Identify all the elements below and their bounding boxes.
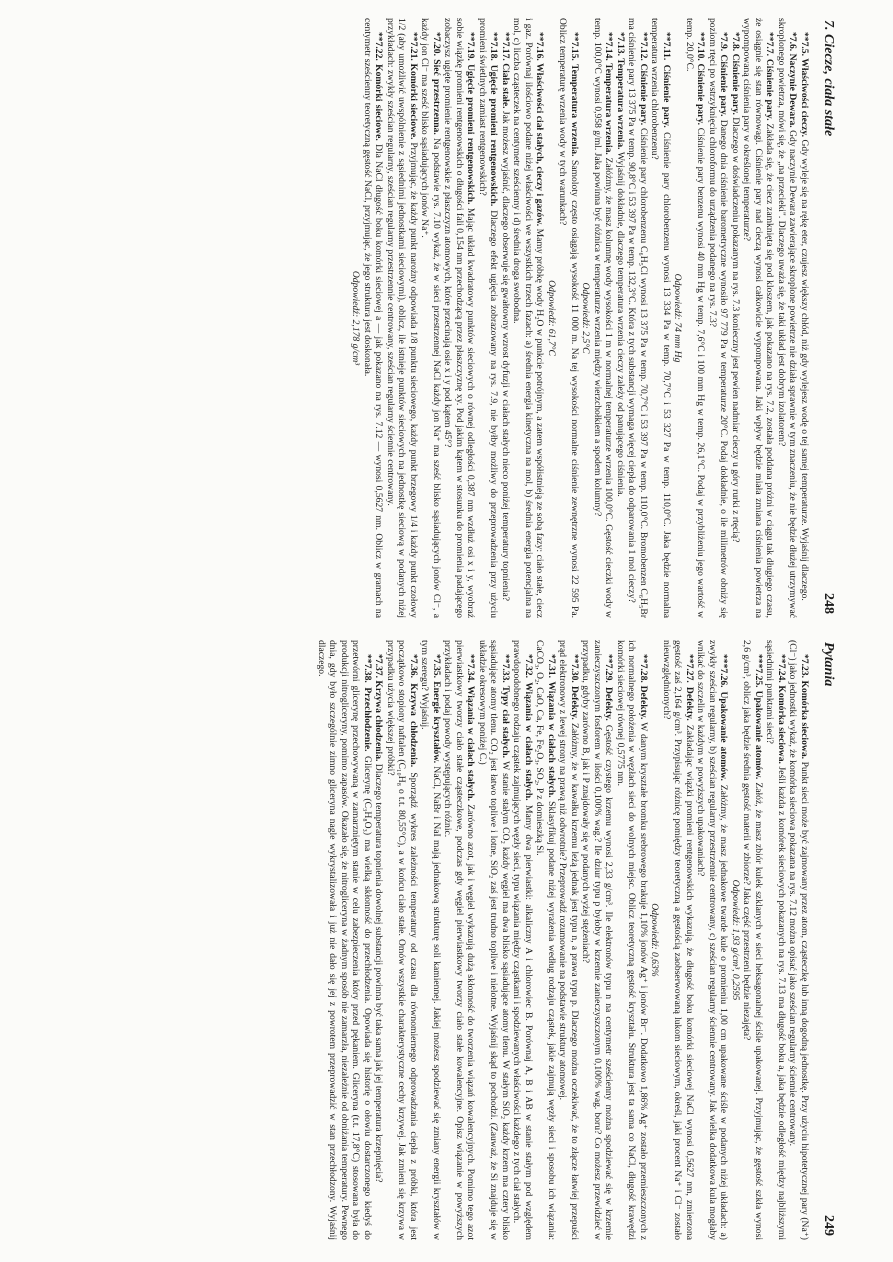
problem-title: Właściwości ciał stałych, cieczy i gazów.	[534, 63, 546, 229]
page-249	[100, 640, 836, 1240]
problem-number: *7.32.	[523, 654, 534, 683]
problem-text: Sklasyfikuj podane niżej wyrażenia według rodzaju cząstek, jakie zajmują węzły sieci i sposobu ich wiązania: CaCO₃, O₂, CaO, Ca, Fe, Fe₂O₃, SO₂, P z domieszką Si.	[534, 640, 557, 1240]
problem-title: Energie kryształów.	[431, 681, 442, 767]
problem	[776, 18, 799, 618]
problem-number: ***7.26.	[718, 654, 730, 692]
problem-title: Ciała stałe.	[500, 63, 511, 111]
problem-number: *7.13.	[615, 32, 626, 59]
problem	[684, 18, 707, 618]
problem-number: *7.8.	[730, 32, 741, 54]
problem-text: Zarówno azot, jak i węgiel wykazują dużą skłonność do tworzenia wiązań kowalencyjnych. Pomimo tego azot pierwiastkowy tworzy ciało stałe cząsteczkowe, podczas gdy węgiel pierwiastkowy tworzy ciało stałe kowalencyjne. Opisz wiązanie w powyższych przykładach i podaj powody występujących różnic.	[442, 640, 477, 1240]
problem	[442, 640, 477, 1240]
problem	[500, 18, 512, 618]
problem-title: Temperatura wrzenia.	[603, 63, 615, 158]
answer: Odpowiedź: 2,178 g/cm³	[350, 270, 362, 366]
problem-text: Gęstość czystego krzemu wynosi 2,33 g/cm³. Ile elektronów typu n na centymetr sześcienny można spodziewać się w krzemie zanieczyszczonym fosforem w ilości 0,100% wag.? Ile dziur typu p byłoby w krzemie zanieczyszczonym 0,100% wag. boru? Co możesz przewidzieć w przypadku, gdyby zarówno B, jak i P znajdowały się w podanych wyżej stężeniach?	[580, 640, 615, 1240]
problem-text: W stanie stałym CO₂ każdy węgiel ma dwa blisko sąsiadujące atomy tlenu. W stałym SiO₂ każdy krzem ma cztery blisko sąsiadujące atomy tlenu. CO₂ jest łatwo topliwe i lotne, SiO₂ zaś jest trudno topliwe i nielotne. Wyjaśnij skąd to pochodzi. (Zauważ, że Si znajduje się w układzie okresowym poniżej C.)	[477, 640, 511, 1240]
problem-text: Gdy wyleje się na rękę eter, czujesz większy chłód, niż gdy wylejesz wodę o tej samej temperaturze. Wyjaśnij dlaczego.	[799, 139, 810, 601]
problem	[419, 18, 442, 618]
problem	[511, 640, 534, 1240]
problem-text: Glicerynę (C₃H₈O₃) ma wielką skłonność do przechłodzenia. Opowiada się historię o ołowiu dostarczonego kiedyś do przetwórni glicerynę przechowywaną w zamarzniętym stanie w celu zabezpieczenia który przed pękaniem. Gliceryna (t.t. 17,8°C) stosowana była do produkcji nitrogliceryny, pomimo zapasów. Okazało się, że nitrogliceryna w żadnym sposób nie zamarzła, niezależnie od obniżania temperatury. Pewnego dnia, gdy było szczególnie zimno gliceryna nagle wykrystalizowała i już nie dało się jej z powrotem przeprowadzić w stan przechłodzony. Wyjaśnij dlaczego.	[316, 640, 373, 1240]
problem-text: Mamy dwa pierwiastki: alkaliczny A i chlorowiec B. Porównaj A, B i AB w stanie stałym pod względem prawdopodobnego rodzaju cząstek zajmujących węzły sieci, typu wiązania między cząstkami i spodziewanych właściwości każdego z tych ciał stałych.	[511, 640, 534, 1240]
answer: Odpowiedź: 74 mm Hg	[672, 273, 684, 363]
problem-number: **7.29.	[603, 654, 615, 687]
problem-text: Załóż, że masz zbiór kulek szklanych w sieci heksagonalnej ściśle upakowanej. Przyjmując, że gęstość szkła wynosi 2,6 g/cm³, oblicz jaka będzie średnia gęstość materii w zbiorze? Jaka część przestrzeni będzie niezajęta?	[741, 640, 764, 1240]
problem-title: Sieć przestrzenna.	[431, 59, 442, 139]
problem-number: **7.10.	[695, 32, 707, 64]
problem-title: Defekty.	[684, 686, 695, 725]
problem-title: Temperatura wrzenia.	[615, 58, 626, 152]
problem-title: Wiązania w ciałach stałych.	[465, 685, 477, 805]
problem-title: Właściwości cieczy.	[799, 58, 810, 140]
problem-number: **7.19.	[465, 32, 477, 65]
running-head	[814, 18, 836, 618]
problem-title: Komórki sieciowe.	[408, 63, 419, 143]
problem-title: Krzywa chłodzenia.	[373, 680, 385, 764]
problem	[511, 18, 546, 618]
page-number: 248	[821, 593, 836, 614]
problem-number: *7.31.	[546, 654, 557, 682]
problem-text: Mamy próbkę wody H₂O w punkcie potrójnym, a zatem współistnieją ze sobą fazy: ciało stałe, ciecz i gaz. Porównaj ilościowo podane niżej właściwości we wszystkich trzech fazach: a) średnia energia kinetyczna na mol, b) średnia energia potencjalna na mol, c) liczba cząsteczek na centymetr sześcienny i d) średnia droga swobodna.	[511, 18, 546, 618]
problem-title: Upakowanie atomów.	[753, 690, 764, 783]
problem-number: **7.33.	[500, 654, 511, 686]
problem	[661, 640, 696, 1240]
problem	[580, 640, 615, 1240]
problem-title: Ciśnienie pary.	[764, 58, 776, 124]
problem-text: Punkt sieci może być zajmowany przez atom, cząsteczkę lub inną dogodną jednostkę. Przy użyciu hipotetycznej pary (Na⁺)(Cl⁻) jako jednostki wykaż, że komórka sieciowa pokazana na rys. 7.12 można opisać jako sześcian regularny ściennie centrowany.	[787, 640, 810, 1240]
problem-number: *7.36.	[408, 654, 419, 684]
problem-text: Wyjaśnij dokładnie, dlaczego temperatura wrzenia cieczy zależy od panującego ciśnienia.	[615, 151, 626, 497]
problem-text: Ciśnienie pary benzenu wynosi 40 mm Hg w temp. 7,6°C i 100 mm Hg w temp. 26,1°C. Podaj w przybliżeniu jego wartość w temp. 20,0°C.	[684, 18, 707, 618]
problem	[764, 640, 787, 1240]
problem	[626, 18, 649, 618]
problem	[477, 18, 500, 618]
problem-number: **7.11.	[661, 32, 672, 65]
problem-number: **7.14.	[603, 32, 615, 64]
problem	[741, 640, 764, 1240]
problem-title: Komórka sieciowa.	[799, 680, 810, 762]
problem	[615, 18, 627, 618]
problem-title: Wiązania w ciałach stałych.	[546, 681, 557, 802]
problem-title: Upakowanie atomów.	[718, 691, 730, 785]
problem-title: Naczynie Dewara.	[787, 53, 799, 131]
problem	[385, 640, 420, 1240]
problem-text: Zakłada się, że ciecz zamknięta się pod kloszem, jak pokazano na rys. 7.2, została poddana próżni w ciągu tak długiego czasu, że osiągnie się stan równowagi. Ciśnienie pary nad cieczą wynosi całkowicie wypompowana. Jaki wpływ będzie miała zmiana ciśnienia powietrza na wypompowaną ciśnienia pary w określonej temperaturze?	[741, 18, 776, 618]
section-title: Pytania	[821, 642, 836, 687]
problem-title: Krzywa chłodzenia.	[408, 683, 419, 773]
problem-title: Defekty.	[638, 685, 649, 723]
problem	[787, 640, 810, 1240]
problem	[799, 18, 811, 618]
problem-text: Dlaczego efekt ugięcia zobrazowany na rys. 7.9, nie byłby możliwy do przeprowadzenia przy użyciu promieni świetlnych zamiast rentgenowskich?	[477, 18, 500, 618]
answer: Odpowiedź: 61,7°C	[546, 280, 557, 356]
problem-title: Ugięcie promieni rentgenowskich.	[465, 64, 477, 208]
problem-text: Przyjmując, że każdy punkt narożny odpowiada 1/8 punktu sieciowego, każdy punkt brzegowy 1/4 i każdy punkt czołowy 1/2 (aby umożliwić uwspólnienie z sąsiednimi jednostkami sieciowymi), oblicz, ile istnieje punktów sieciowych na jednostkę sieciową w podanych niżej przykładach: zwykły sześcian regularny, sześcian regularny przestrzennie centrowany, sześcian regularny ściennie centrowany.	[385, 18, 419, 618]
problem	[741, 18, 776, 618]
problem-title: Ciśnienie pary.	[695, 63, 707, 128]
problem	[373, 640, 385, 1240]
problem-text: Ciśnienie pary chlorobenzenu wynosi 13 334 Pa w temp. 70,7°C i 53 327 Pa w temp. 110,0°C. Jaka będzie normalna temperatura wrzenia chlorobenzenu?	[649, 18, 672, 618]
problem-number: *7.9.	[718, 32, 730, 55]
problem-number: *7.23.	[799, 654, 810, 681]
problem	[615, 640, 650, 1240]
problem-title: Ciśnienie pary.	[638, 63, 649, 128]
problem-text: Zakładając wiązki promieni rentgenowskich wykazują, że długość boku komórki sieciowej NaCl wynosi 0,5627 nm, zmierzona gęstość zaś 2,164 g/cm³. Przypisując różnicę pomiędzy teoretyczną a gęstością zaobserwowaną lukom sieciowym, określ, jaki procent Na⁺ i Cl⁻ zostało nieuwzględnionych?	[661, 640, 695, 1240]
problem	[695, 640, 730, 1240]
problem-text: Samoloty często osiągają wysokość 11 000 m. Na tej wysokości normalne ciśnienie zewnętrzne wynosi 22 595 Pa. Oblicz temperaturę wrzenia wody w tych warunkach?	[557, 18, 580, 618]
problem-text: Załóżmy, że masz kolumnę wody wysokości 1 m w normalnej temperaturze wrzenia 100,0°C. Gęstość cieczki wody w temp. 100,0°C wynosi 0,958 g/ml. Jaka powinna być różnica w temperaturze wrzenia między wierzchołkiem a spodem kolumny?	[592, 18, 615, 618]
problem-text: Sporządź wykres zależności temperatury od czasu dla równomiernego odprowadzania ciepła z próbki, która jest początkowo stopiony naftalen (C₁₀H₈ o t.t. 80,55°C), a w końcu ciało stałe. Omów wszystkie charakterystyczne cechy krzywej. Jak zmieni się krzywa w przypadku użycia większej próbki?	[385, 640, 419, 1240]
problem-text: Danego dnia ciśnienie barometryczne wynosiło 97 779 Pa w temperaturze 20°C. Podaj dokładnie, o ile milimetrów obniży się poziom rtęci po wstrzyknięciu chloroformu do urządzenia podanego na rys. 7.3?	[707, 18, 730, 618]
problem-number: **7.27.	[684, 654, 695, 687]
problem	[557, 640, 580, 1240]
problem-title: Wiązania w ciałach stałych.	[523, 682, 534, 805]
problem	[477, 640, 512, 1240]
problem	[534, 640, 557, 1240]
problem-number: **7.7.	[764, 32, 776, 59]
problem	[730, 18, 742, 618]
problem-title: Przechłodzenie.	[362, 687, 373, 757]
answer: Odpowiedź: 0,63%	[649, 903, 661, 977]
problem-number: **7.12.	[638, 32, 649, 64]
problem-number: **7.34.	[465, 654, 477, 686]
problem-text: Dlaczego w doświadczeniu pokazanym na rys. 7.3 konieczny jest pewien nadmiar cieczy u góry rurki z rtęcią?	[730, 117, 741, 543]
problem-text: W danym kryształe bromku srebrowego brakuje 1,10% jonów Ag⁺ i jonów Br⁻. Dodatkowo 1,86% Ag⁺ zostało przemieszczonych z ich normalnego położenia w węzłach sieci do wolnych miejsc. Oblicz teoretyczną gęstość kryształu. Struktura jest ta sama co NaCl, długość krawędzi komórki sieciowej równej 0,5775 nm.	[615, 640, 649, 1240]
problem-number: *7.37.	[373, 654, 385, 681]
problem-title: Ciśnienie pary.	[661, 64, 672, 133]
problem	[557, 18, 580, 618]
problem-number: **7.28.	[638, 654, 649, 686]
problem	[316, 640, 374, 1240]
problem-number: **7.38.	[362, 654, 373, 688]
problem-number: ***7.25.	[753, 654, 764, 691]
problem-list	[316, 640, 811, 1240]
problem-title: Defekty.	[569, 685, 580, 723]
problem-number: *7.6.	[787, 32, 799, 54]
problem-number: **7.22.	[373, 32, 385, 65]
problem-text: Dlaczego temperatura topnienia dowolnej substancji powinna być taka sama jak jej temperatura krzepnięcia?	[373, 763, 385, 1183]
problem-title: Typy ciał stałych.	[500, 685, 511, 762]
problem	[362, 18, 385, 618]
problem-text: Jak możesz wyjaśnić, dlaczego obserwuje się gwałtowny wzrost dyfuzji w ciałach stałych nieco poniżej temperatury topnienia?	[500, 110, 511, 602]
problem-text: Dla NaCl długość boku komórki sieciowej a — jak pokazano na rys. 7.12 — wynosi 0,5627 nm. Oblicz w gramach na centymetr sześcienny teoretyczną gęstość NaCl, przyjmując, że jego struktura jest doskonała.	[362, 18, 385, 618]
chapter-title: 7. Ciecze, ciała stałe	[821, 20, 836, 137]
page-248	[100, 18, 836, 618]
problem-number: **7.5.	[799, 32, 810, 59]
problem-number: **7.15.	[569, 32, 580, 65]
problem-number: **7.17.	[500, 32, 511, 64]
problem-text: Mając układ kwadratowy punktów sieciowych o równej odległości 0,387 nm wzdłuż osi x i y, wyobraź sobie wiązkę promieni rentgenowskich o długości fali 0,154 nm przechodzącą przez płaszczyznę xy. Pod jakim kątem w stosunku do promienia padającego zobaczysz ugięte promienie rentgenowskie z płaszczyzn atomowych, które przecinają osie x i y pod kątem 45°?	[442, 18, 477, 618]
problem-number: **7.30.	[569, 654, 580, 686]
problem-text: Na podstawie rys. 7.10 wykaż, że w sieci przestrzennej NaCl każdy jon Na⁺ ma sześć blisko sąsiadujących jonów Cl⁻, a każdy jon Cl⁻ ma sześć blisko sąsiadujących jonów Na⁺.	[419, 18, 442, 618]
problem	[649, 18, 672, 618]
problem-title: Defekty.	[603, 686, 615, 725]
problem-title: Temperatura wrzenia.	[569, 64, 580, 160]
problem-text: Gdy naczynie Dewara zawierające skroplone powietrze nie działa sprawnie w tym znaczeniu, że nie będzie dłużej utrzymywać skroplonego powietrza, mówi się, że „na przecieki". Dlaczego uważa się, że taki układ jest dobrym izolatorem?	[776, 18, 799, 618]
problem-number: **7.18.	[488, 32, 500, 65]
problem-text: Załóżmy, że masz jednakowe twarde kule o promieniu 1,00 cm upakowane ściśle w podanych niżej układach: a) zwykły sześcian regularny, b) sześcian regularny przestrzennie centrowany, c) sześcian regularny ściennie centrowany. Jak wielka dodatkowa kula mogłaby wnikać do szczelin w każdym w powyższych upakowaniach?	[695, 640, 730, 1240]
problem-number: **7.24.	[776, 654, 787, 686]
problem-text: NaCl, NaBr i NaI mają jednakową strukturę soli kamiennej. Jakiej możesz spodziewać się zmiany energii kryształów w tym szeregu? Wyjaśnij.	[419, 640, 442, 1240]
problem-title: Komórki sieciowe.	[373, 64, 385, 145]
problem	[385, 18, 420, 618]
problem-title: Ciśnienie pary.	[730, 53, 741, 118]
page-number: 249	[821, 1215, 836, 1236]
answer: Odpowiedź: 2,5°C	[580, 282, 592, 354]
problem-text: Załóżmy, że w kawałku krzemu leżą jednak jest typu n, a prawa typu p. Dlaczego można oczekiwać, że to złącze łatwiej przepuści prąd elektronowy z lewej strony na prawą niż odwrotnie? Przeprowadź rozumowanie na podstawie struktury atomowej.	[557, 640, 580, 1240]
problem-number: *7.35.	[431, 654, 442, 682]
problem-title: Ciśnienie pary.	[718, 54, 730, 120]
problem-number: **7.16.	[534, 32, 546, 64]
problem-number: **7.21.	[408, 32, 419, 64]
problem-title: Komórka sieciowa.	[776, 685, 787, 767]
problem-title: Ugięcie promieni rentgenowskich.	[488, 64, 500, 211]
problem-text: Ciśnienie pary chlorobenzenu C₆H₅Cl wynosi 13 375 Pa w temp. 70,7°C i 53 397 Pa w temp. 110,0°C. Bromobenzen C₆H₅Br ma ciśnienie pary 13 375 Pa w temp. 90,8°C i 53 397 Pa w temp. 132,3°C. Która z tych substancji wymaga więcej ciepła do odparowania 1 mol cieczy?	[626, 18, 649, 618]
problem-text: Jeśli każda z komórek sieciowych pokazanych na rys. 7.13 ma długość boku a, jaka będzie odległość między najbliższymi sąsiednimi punktami sieci?	[764, 640, 787, 1240]
problem	[592, 18, 615, 618]
problem-list	[350, 18, 810, 618]
problem	[442, 18, 477, 618]
running-head	[814, 640, 836, 1240]
answer: Odpowiedź: 1,93 g/cm³, 0,2595	[730, 879, 741, 1001]
problem	[419, 640, 442, 1240]
problem	[707, 18, 730, 618]
problem-number: *7.20.	[431, 32, 442, 60]
